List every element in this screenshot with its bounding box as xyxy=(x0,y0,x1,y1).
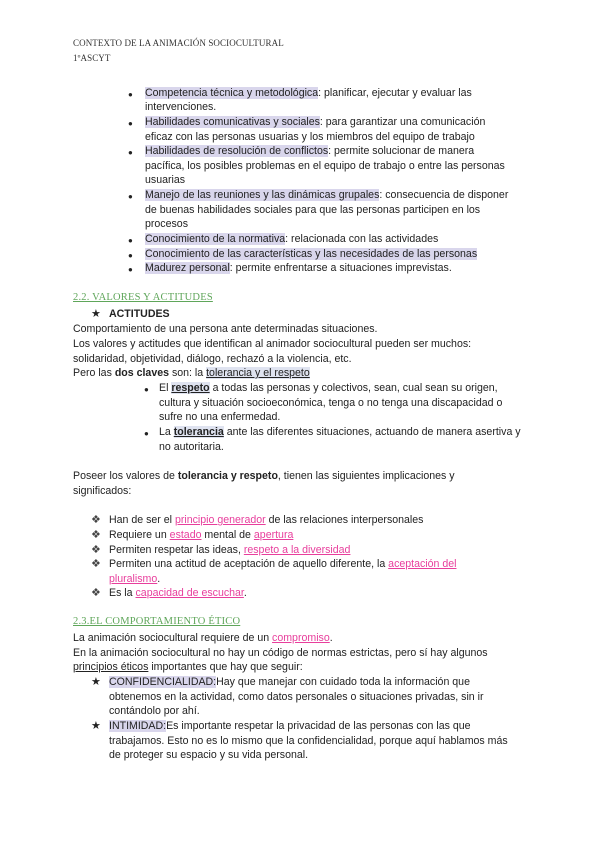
bullet-icon: ● xyxy=(128,251,133,260)
document-header-course: 1ºASCYT xyxy=(73,53,111,63)
bullet-icon: ● xyxy=(128,90,133,99)
document-header-title: CONTEXTO DE LA ANIMACIÓN SOCIOCULTURAL xyxy=(73,38,284,48)
list-item-continuation: intervenciones. xyxy=(145,101,217,113)
list-item-continuation: procesos xyxy=(145,218,188,230)
diamond-bullet-icon: ❖ xyxy=(91,587,101,599)
diamond-bullet-icon: ❖ xyxy=(91,558,101,570)
bullet-icon: ● xyxy=(128,148,133,157)
star-bullet-icon: ★ xyxy=(91,676,101,688)
paragraph-dos-claves: Pero las dos claves son: la tolerancia y el respeto xyxy=(73,367,310,379)
bullet-icon: ● xyxy=(128,236,133,245)
diamond-bullet-icon: ❖ xyxy=(91,514,101,526)
list-item-continuation: pluralismo. xyxy=(109,573,161,585)
list-item-continuation: trabajamos. Esto no es lo mismo que la confidencialidad, porque aquí hablamos más xyxy=(109,735,508,747)
list-item-continuation: obtenemos en la actividad, como datos personales o situaciones privadas, sin ir xyxy=(109,691,484,703)
paragraph-continuation: significados: xyxy=(73,485,132,497)
paragraph: Los valores y actitudes que identifican al animador sociocultural pueden ser muchos: xyxy=(73,338,472,350)
paragraph: En la animación sociocultural no hay un código de normas estrictas, pero sí hay algunos xyxy=(73,647,488,659)
list-item-continuation: de proteger su espacio y su vida personal. xyxy=(109,749,309,761)
list-item: Conocimiento de la normativa: relacionada con las actividades xyxy=(145,233,439,245)
list-item-continuation: eficaz con las personas usuarias y los miembros del equipo de trabajo xyxy=(145,131,475,143)
star-bullet-icon: ★ xyxy=(91,720,101,732)
section-title-etico: 2.3.EL COMPORTAMIENTO ÉTICO xyxy=(73,616,241,627)
paragraph-continuation: solidaridad, objetividad, diálogo, rechazó a la violencia, etc. xyxy=(73,353,352,365)
list-item-tolerancia: La tolerancia ante las diferentes situaciones, actuando de manera asertiva y xyxy=(159,426,521,438)
bullet-icon: ● xyxy=(128,119,133,128)
list-item-intimidad: INTIMIDAD:Es importante respetar la privacidad de las personas con las que xyxy=(109,720,471,732)
bullet-icon: ● xyxy=(128,265,133,274)
list-item-continuation: cultura y situación socioeconómica, tenga o no tenga una discapacidad o xyxy=(159,397,503,409)
list-item: Permiten una actitud de aceptación de aquello diferente, la aceptación del xyxy=(109,558,457,570)
list-item-respeto: El respeto a todas las personas y colectivos, sean, cual sean su origen, xyxy=(159,382,498,394)
list-item-continuation: usuarias xyxy=(145,174,186,186)
diamond-bullet-icon: ❖ xyxy=(91,529,101,541)
list-item-continuation: pacífica, los posibles problemas en el equipo de trabajo o entre las personas xyxy=(145,160,505,172)
list-item: Es la capacidad de escuchar. xyxy=(109,587,247,599)
list-item: Habilidades comunicativas y sociales: para garantizar una comunicación xyxy=(145,116,486,128)
paragraph: La animación sociocultural requiere de un compromiso. xyxy=(73,632,333,644)
list-item: Conocimiento de las características y las necesidades de las personas xyxy=(145,248,478,260)
list-item: Habilidades de resolución de conflictos: permite solucionar de manera xyxy=(145,145,475,157)
list-item: Permiten respetar las ideas, respeto a la diversidad xyxy=(109,544,351,556)
section-title-valores: 2.2. VALORES Y ACTITUDES xyxy=(73,292,213,303)
paragraph: Comportamiento de una persona ante determinadas situaciones. xyxy=(73,323,378,335)
list-item: Manejo de las reuniones y las dinámicas grupales: consecuencia de disponer xyxy=(145,189,509,201)
list-item-continuation: de buenas habilidades sociales para que las personas participen en los xyxy=(145,204,481,216)
paragraph-continuation: principios éticos importantes que hay que seguir: xyxy=(73,661,303,673)
list-item-continuation: no autoritaria. xyxy=(159,441,224,453)
bullet-icon: ● xyxy=(128,192,133,201)
list-item: Madurez personal: permite enfrentarse a situaciones imprevistas. xyxy=(145,262,452,274)
list-item-continuation: contándolo por ahí. xyxy=(109,705,200,717)
list-item-continuation: sufre no una enfermedad. xyxy=(159,411,281,423)
diamond-bullet-icon: ❖ xyxy=(91,544,101,556)
list-item-confidencialidad: CONFIDENCIALIDAD:Hay que manejar con cuidado toda la información que xyxy=(109,676,470,688)
actitudes-heading: ACTITUDES xyxy=(109,308,170,320)
bullet-icon: ● xyxy=(144,429,149,438)
list-item: Han de ser el principio generador de las relaciones interpersonales xyxy=(109,514,424,526)
list-item: Requiere un estado mental de apertura xyxy=(109,529,294,541)
star-bullet-icon: ★ xyxy=(91,308,101,320)
paragraph-poseer: Poseer los valores de tolerancia y respeto, tienen las siguientes implicaciones y xyxy=(73,470,455,482)
list-item: Competencia técnica y metodológica: planificar, ejecutar y evaluar las xyxy=(145,87,472,99)
bullet-icon: ● xyxy=(144,385,149,394)
